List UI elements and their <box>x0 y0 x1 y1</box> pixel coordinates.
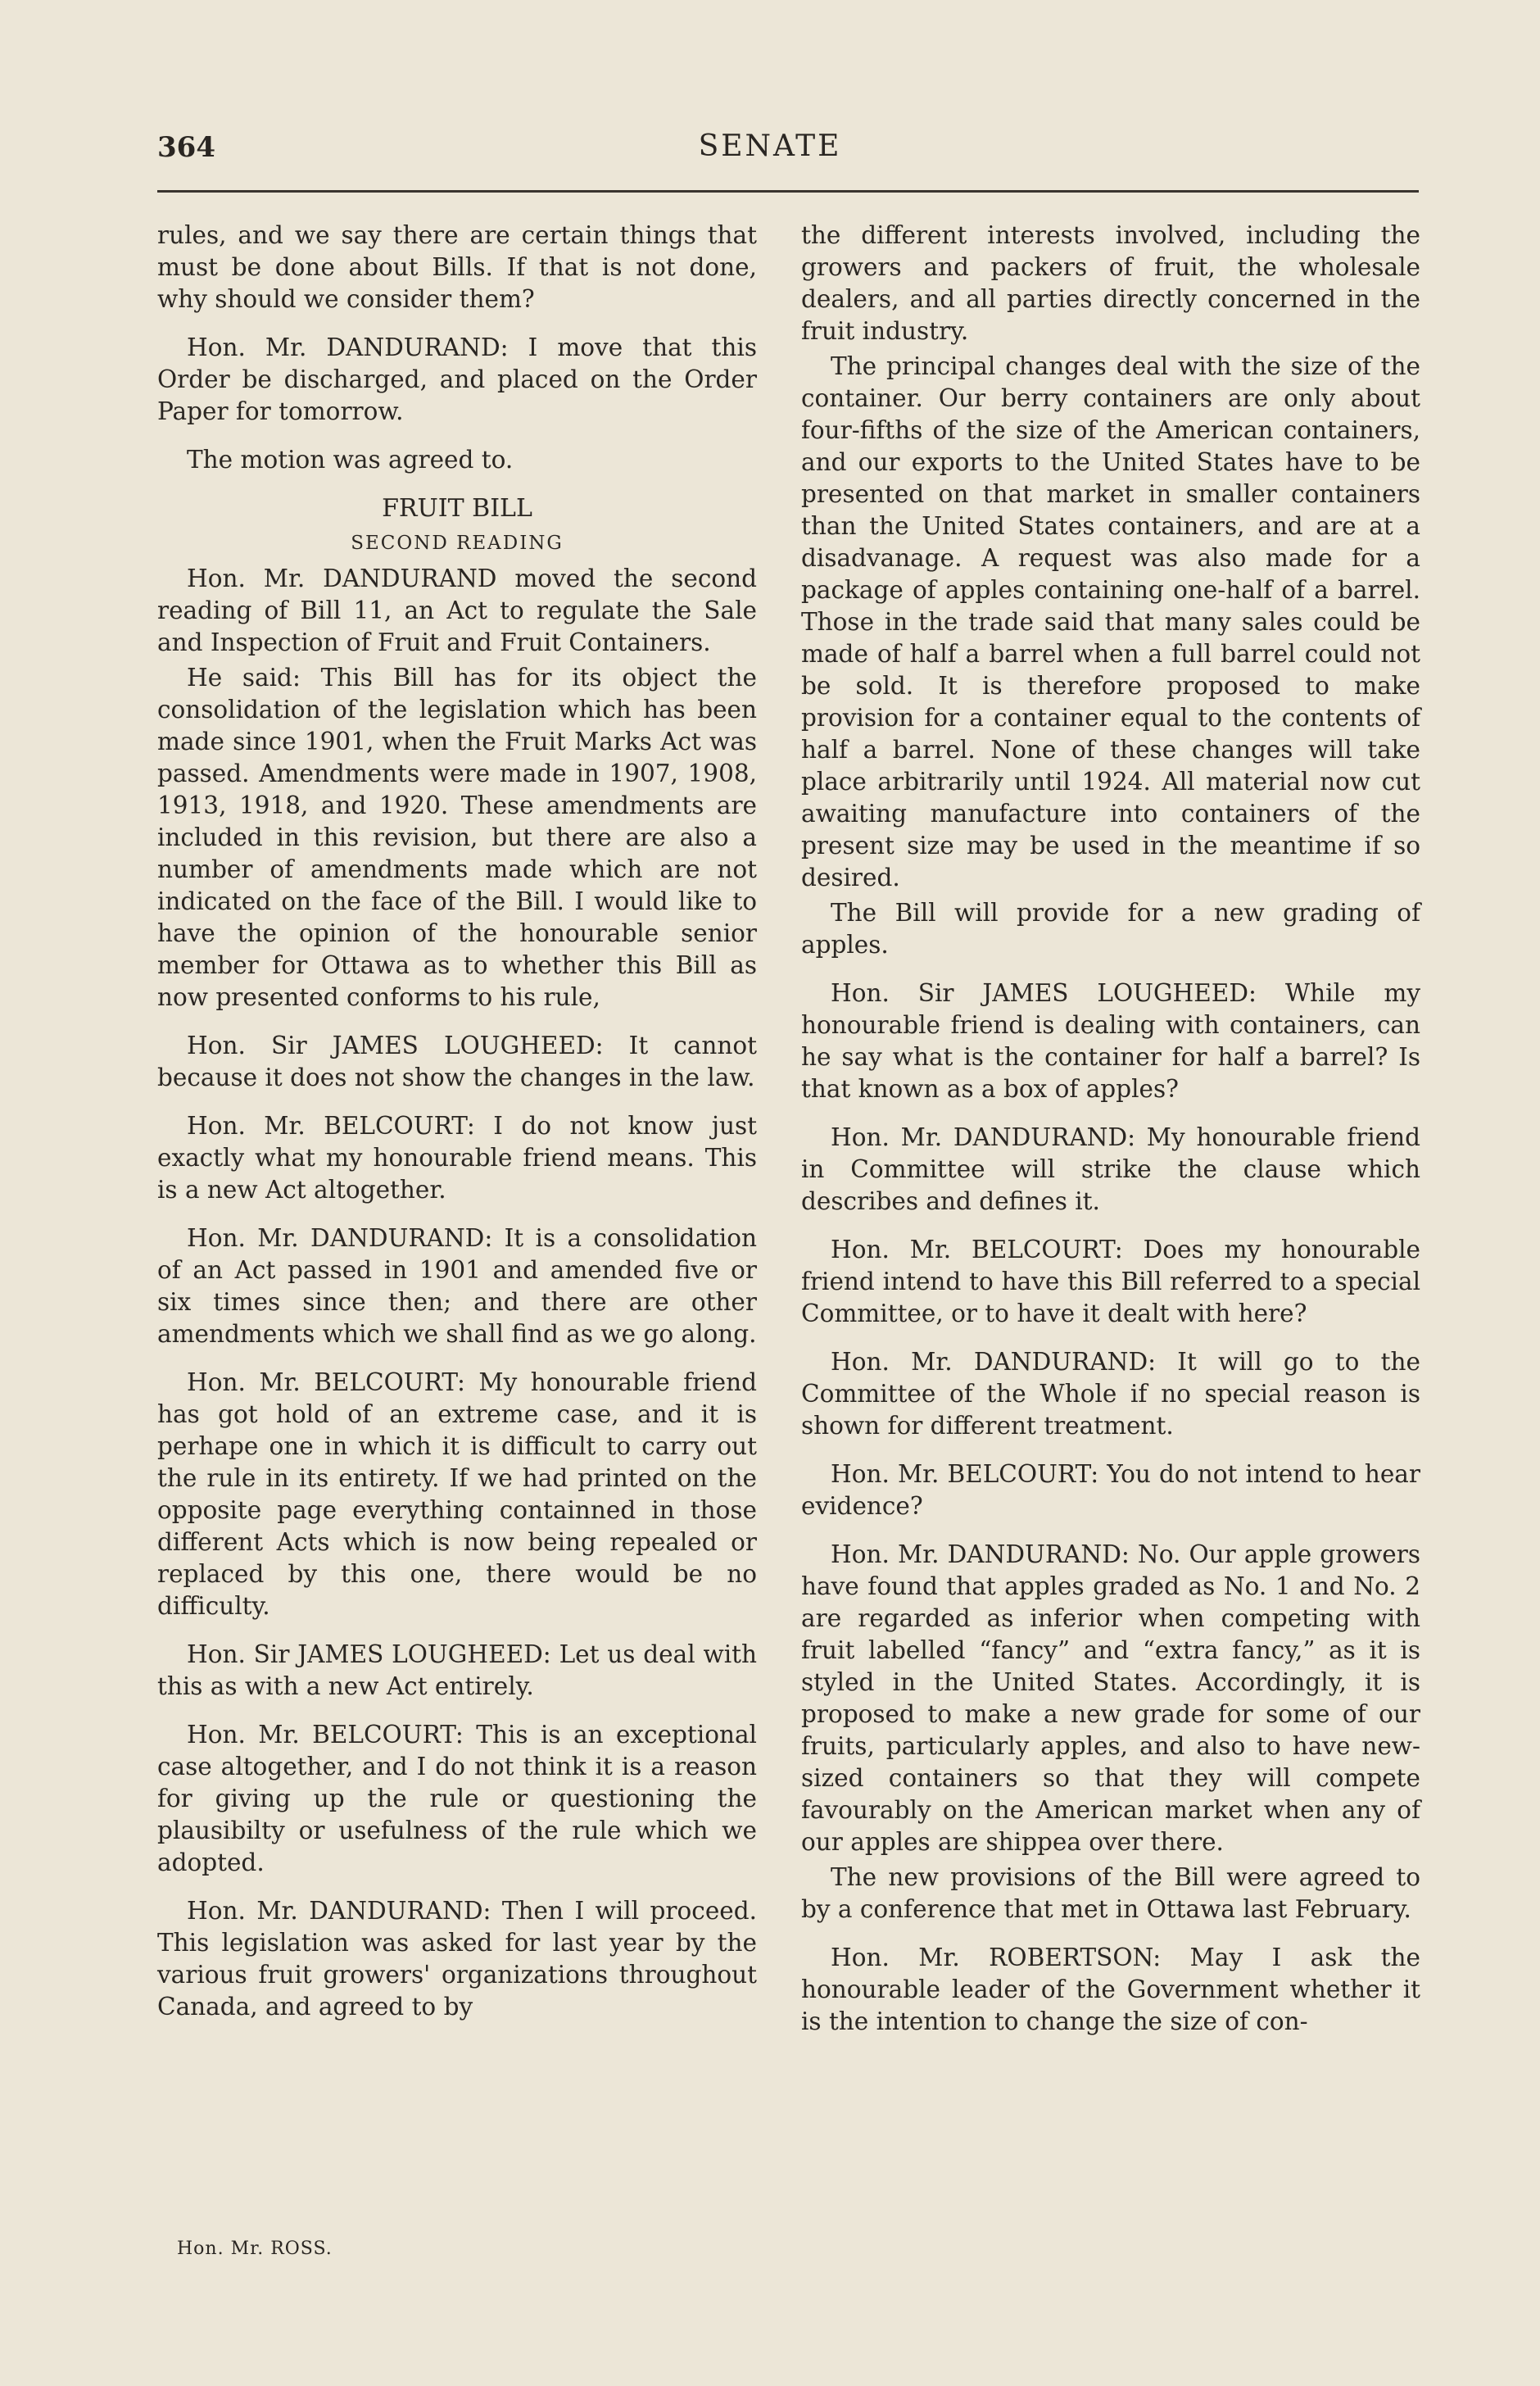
header-rule <box>157 190 1419 193</box>
page-number: 364 <box>157 131 215 164</box>
paragraph: Hon. Mr. DANDURAND moved the second reading of Bill 11, an Act to regulate the Sale and Inspection of Fruit and Fruit Containers. <box>157 565 757 656</box>
paragraph: rules, and we say there are certain things that must be done about Bills. If that is not done, why should we consider them? <box>157 221 757 313</box>
paragraph: Hon. Mr. BELCOURT: My honourable friend has got hold of an extreme case, and it is perhape one in which it is difficult to carry out the rule in its entirety. If we had printed on the opposite page everything containned in those different Acts which is now being repealed or replaced by this one, there would be no difficulty. <box>157 1368 757 1620</box>
paragraph: Hon. Sir JAMES LOUGHEED: Let us deal with this as with a new Act entirely. <box>157 1640 757 1700</box>
paragraph: Hon. Mr. BELCOURT: This is an exceptional case altogether, and I do not think it is a reason for giving up the rule or questioning the plausibilty or usefulness of the rule which we adopted. <box>157 1721 757 1876</box>
paragraph: Hon. Mr. DANDURAND: Then I will proceed. This legislation was asked for last year by the various fruit growers' organizations throughout Canada, and agreed to by <box>157 1897 757 2021</box>
paragraph: Hon. Mr. DANDURAND: It will go to the Committee of the Whole if no special reason is shown for different treatment. <box>801 1348 1420 1440</box>
paragraph: The motion was agreed to. <box>187 446 514 474</box>
paragraph: Hon. Mr. ROBERTSON: May I ask the honourable leader of the Government whether it is the intention to change the size of con- <box>801 1944 1420 2035</box>
paragraph: Hon. Mr. DANDURAND: My honourable friend in Committee will strike the clause which describes and defines it. <box>801 1123 1420 1215</box>
paragraph: Hon. Mr. DANDURAND: I move that this Order be discharged, and placed on the Order Paper for tomorrow. <box>157 333 757 425</box>
paragraph: He said: This Bill has for its object the consolidation of the legislation which has been made since 1901, when the Fruit Marks Act was passed. Amendments were made in 1907, 1908, 1913, 1918, and 1920. These amendments are included in this revision, but there are also a number of amendments made which are not indicated on the face of the Bill. I would like to have the opinion of the honourable senior member for Ottawa as to whether this Bill as now presented conforms to his rule, <box>157 664 757 1011</box>
paragraph: Hon. Mr. DANDURAND: No. Our apple growers have found that apples graded as No. 1 and No. 2 are regarded as inferior when competing with fruit labelled “fancy” and “extra fancy,” as it is styled in the United States. Accordingly, it is proposed to make a new grade for some of our fruits, particularly apples, and also to have new-sized containers so that they will compete favourably on the American market when any of our apples are shippea over there. <box>801 1540 1420 1856</box>
paragraph: Hon. Mr. DANDURAND: It is a consolidation of an Act passed in 1901 and amended five or six times since then; and there are other amendments which we shall find as we go along. <box>157 1224 757 1348</box>
left-column <box>157 220 757 2023</box>
paragraph: the different interests involved, including the growers and packers of fruit, the wholesale dealers, and all parties directly concerned in the fruit industry. <box>801 221 1420 345</box>
paragraph: The Bill will provide for a new grading of apples. <box>801 899 1420 959</box>
section-subheading: SECOND READING <box>351 533 564 554</box>
paragraph: Hon. Mr. BELCOURT: I do not know just exactly what my honourable friend means. This is a new Act altogether. <box>157 1112 757 1204</box>
paragraph: The principal changes deal with the size of the container. Our berry containers are only about four-fifths of the size of the American containers, and our exports to the United States have to be presented on that market in smaller containers than the United States containers, and are at a disadvanage. A request was also made for a package of apples containing one-half of a barrel. Those in the trade said that many sales could be made of half a barrel when a full barrel could not be sold. It is therefore proposed to make provision for a container equal to the contents of half a barrel. None of these changes will take place arbitrarily until 1924. All material now cut awaiting manufacture into containers of the present size may be used in the meantime if so desired. <box>801 352 1420 891</box>
paragraph: Hon. Mr. BELCOURT: Does my honourable friend intend to have this Bill referred to a special Committee, or to have it dealt with here? <box>801 1236 1420 1327</box>
paragraph: Hon. Mr. BELCOURT: You do not intend to hear evidence? <box>801 1460 1420 1520</box>
section-heading: FRUIT BILL <box>382 494 532 523</box>
paragraph: Hon. Sir JAMES LOUGHEED: While my honourable friend is dealing with containers, can he say what is the container for half a barrel? Is that known as a box of apples? <box>801 979 1420 1103</box>
running-head: SENATE <box>698 129 842 163</box>
right-column <box>801 220 1420 2038</box>
paragraph: Hon. Sir JAMES LOUGHEED: It cannot because it does not show the changes in the law. <box>157 1032 757 1091</box>
footer-catchword: Hon. Mr. ROSS. <box>177 2239 333 2259</box>
paragraph: The new provisions of the Bill were agreed to by a conference that met in Ottawa last February. <box>801 1863 1420 1923</box>
